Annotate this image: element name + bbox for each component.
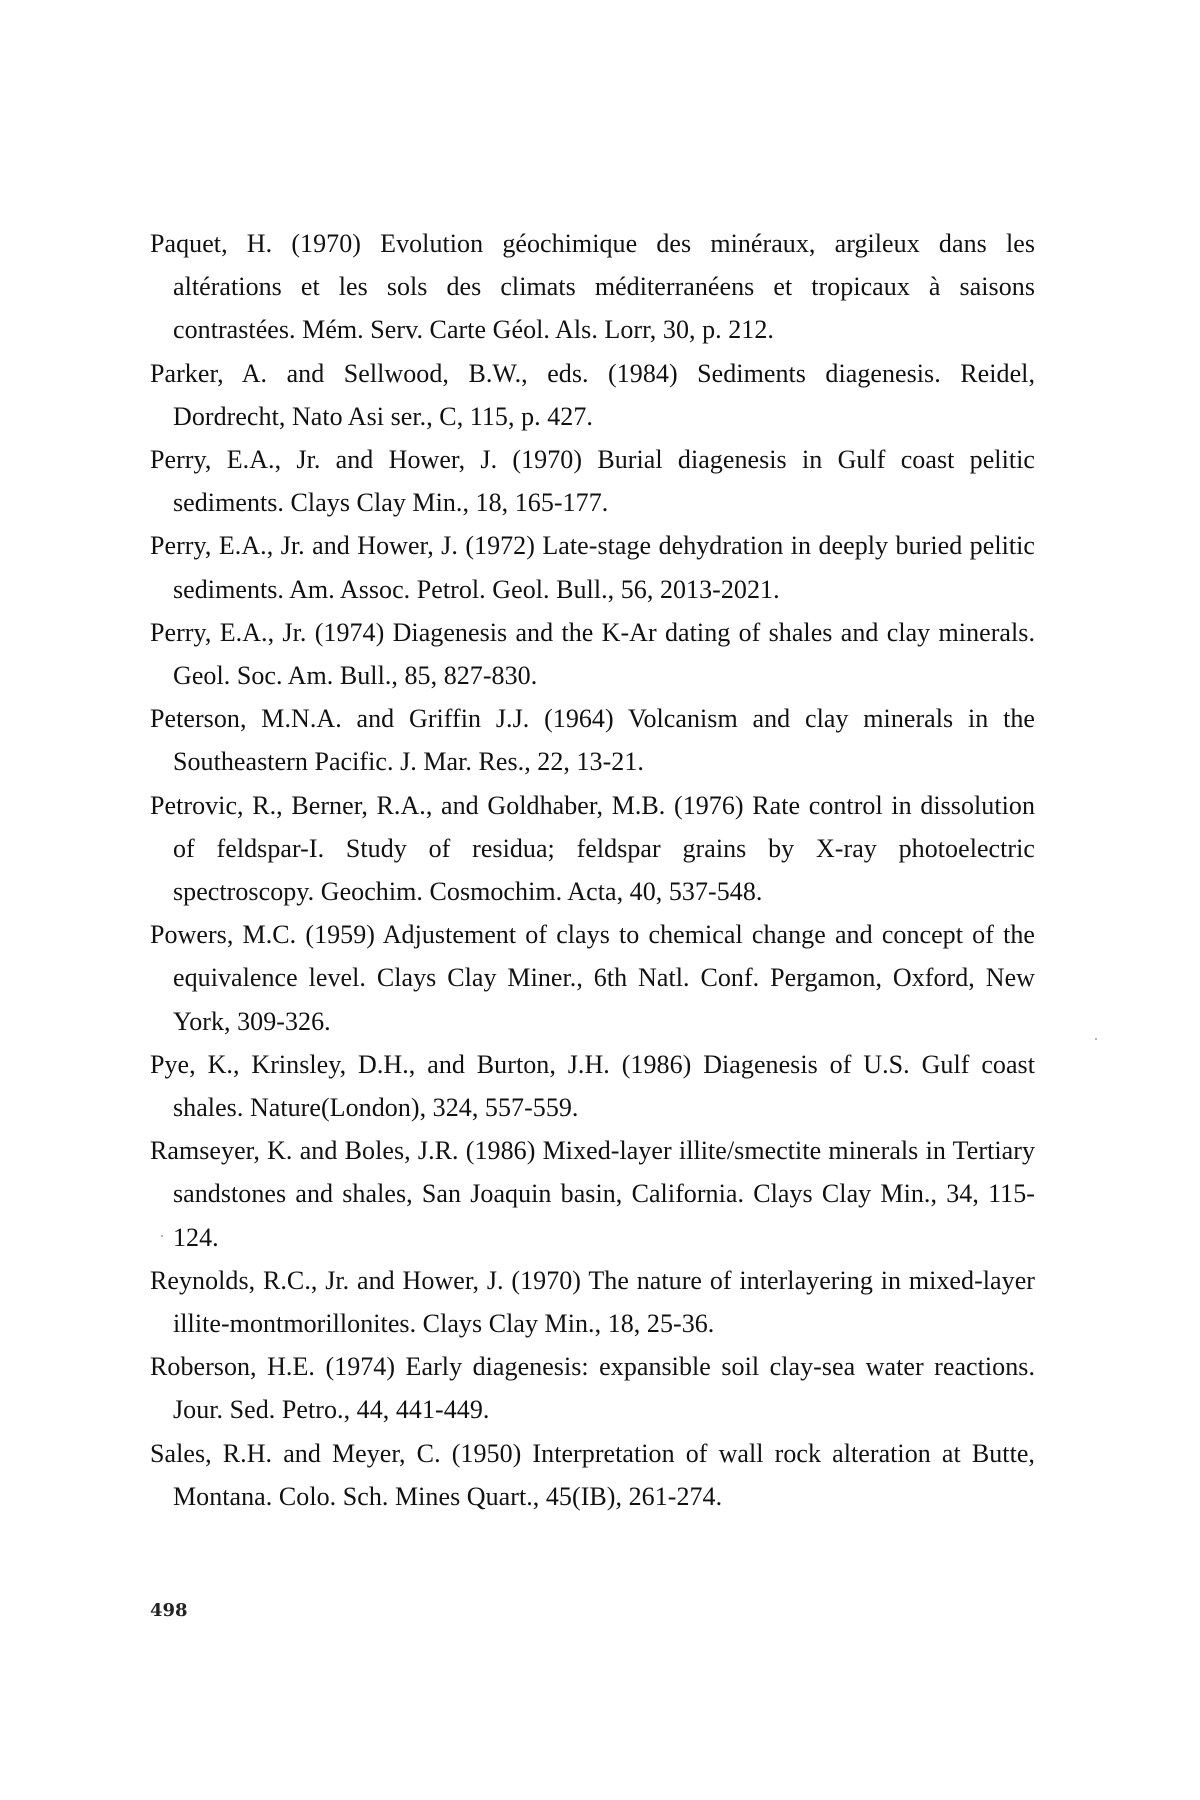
page-number: 498 — [150, 1600, 188, 1621]
reference-entry: Sales, R.H. and Meyer, C. (1950) Interpretation of wall rock alteration at Butte, Montana. Colo. Sch. Mines Quart., 45(IB), 261-274. — [150, 1438, 1035, 1511]
reference-entry: Perry, E.A., Jr. and Hower, J. (1970) Burial diagenesis in Gulf coast pelitic sediments. Clays Clay Min., 18, 165-177. — [150, 445, 1035, 518]
reference-entry: Petrovic, R., Berner, R.A., and Goldhaber, M.B. (1976) Rate control in dissolution of feldspar-I. Study of residua; feldspar grains by X-ray photoelectric spectroscopy. Geochim. Cosmochim. Acta, 40, 537-548. — [150, 790, 1035, 907]
reference-entry: Reynolds, R.C., Jr. and Hower, J. (1970) The nature of interlayering in mixed-layer illite-montmorillonites. Clays Clay Min., 18, 25-36. — [150, 1265, 1035, 1339]
reference-entry: Paquet, H. (1970) Evolution géochimique des minéraux, argileux dans les altérations et les sols des climats méditerranéens et tropicaux à saisons contrastées. Mém. Serv. Carte Géol. Als. Lorr, 30, p. 212. — [150, 229, 1035, 345]
reference-entry: Ramseyer, K. and Boles, J.R. (1986) Mixed-layer illite/smectite minerals in Tertiary sandstones and shales, San Joaquin basin, California. Clays Clay Min., 34, 115-124. — [150, 1136, 1035, 1252]
reference-entry: Roberson, H.E. (1974) Early diagenesis: expansible soil clay-sea water reactions. Jour. Sed. Petro., 44, 441-449. — [150, 1352, 1035, 1425]
reference-entry: Perry, E.A., Jr. (1974) Diagenesis and the K-Ar dating of shales and clay minerals. Geol. Soc. Am. Bull., 85, 827-830. — [150, 617, 1035, 691]
reference-list — [150, 222, 1035, 1518]
reference-entry: Powers, M.C. (1959) Adjustement of clays to chemical change and concept of the equivalence level. Clays Clay Miner., 6th Natl. Conf. Pergamon, Oxford, New York, 309-326. — [150, 920, 1035, 1036]
scan-speck — [161, 1235, 163, 1237]
reference-entry: Perry, E.A., Jr. and Hower, J. (1972) Late-stage dehydration in deeply buried pelitic sediments. Am. Assoc. Petrol. Geol. Bull., 56, 2013-2021. — [150, 531, 1035, 604]
reference-entry: Peterson, M.N.A. and Griffin J.J. (1964) Volcanism and clay minerals in the Southeastern Pacific. J. Mar. Res., 22, 13-21. — [150, 704, 1035, 777]
reference-entry: Pye, K., Krinsley, D.H., and Burton, J.H. (1986) Diagenesis of U.S. Gulf coast shales. Nature(London), 324, 557-559. — [150, 1049, 1035, 1123]
reference-entry: Parker, A. and Sellwood, B.W., eds. (1984) Sediments diagenesis. Reidel, Dordrecht, Nato Asi ser., C, 115, p. 427. — [150, 358, 1035, 431]
scan-speck — [1095, 1038, 1097, 1040]
